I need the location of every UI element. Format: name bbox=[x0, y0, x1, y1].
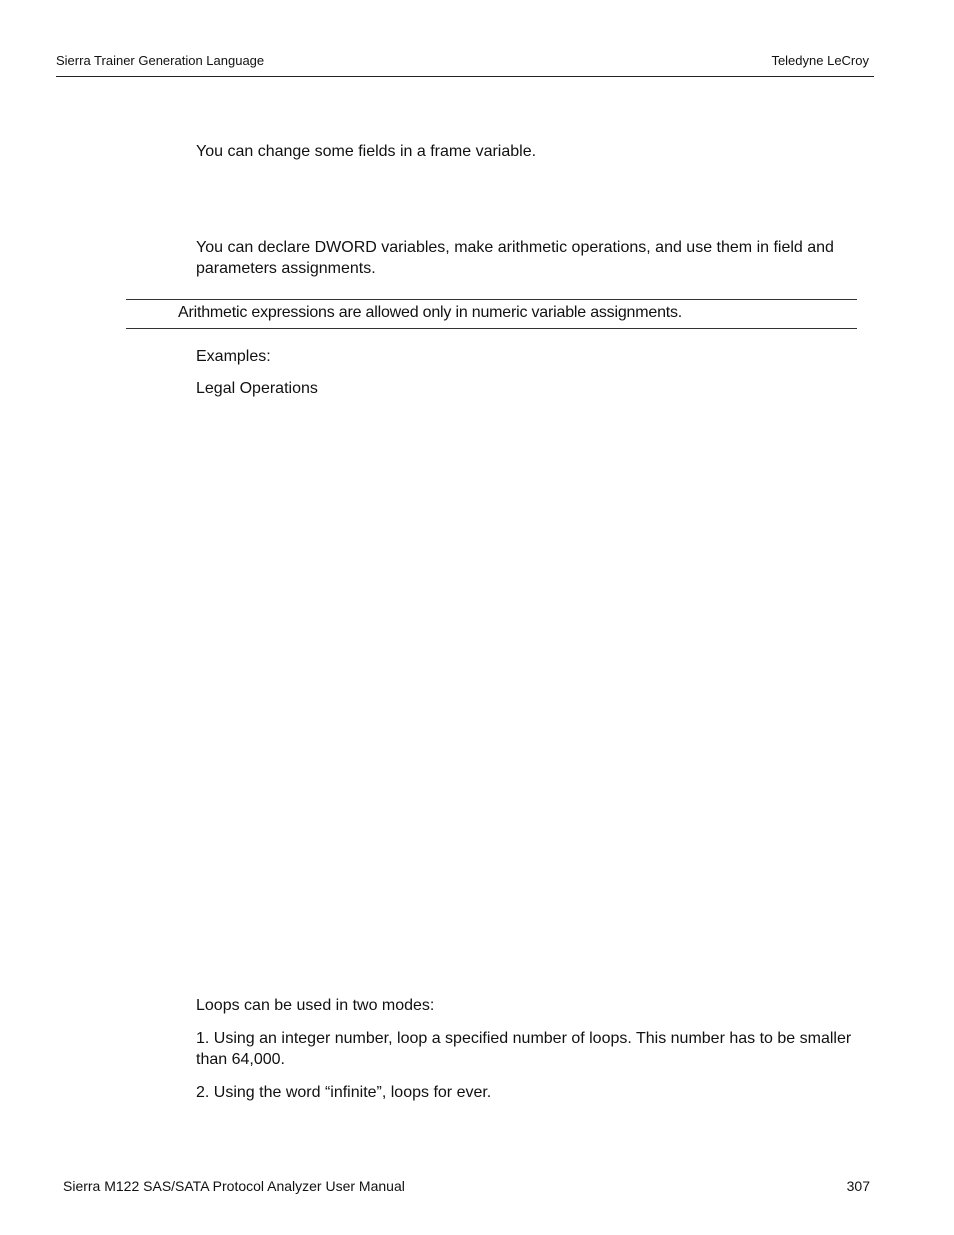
page-number: 307 bbox=[846, 1178, 870, 1194]
header-section-title: Sierra Trainer Generation Language bbox=[56, 53, 265, 68]
legal-operations-label: Legal Operations bbox=[196, 380, 318, 397]
dword-paragraph: You can declare DWORD variables, make arithmetic operations, and use them in field and parameters assignments. bbox=[196, 239, 834, 277]
loop-mode-2: 2. Using the word “infinite”, loops for ever. bbox=[196, 1084, 492, 1101]
loop-mode-1: 1. Using an integer number, loop a specified number of loops. This number has to be smaller than 64,000. bbox=[196, 1030, 852, 1068]
note-text: Arithmetic expressions are allowed only in numeric variable assignments. bbox=[178, 304, 683, 321]
frame-variable-paragraph: You can change some fields in a frame variable. bbox=[196, 143, 537, 160]
footer-manual-title: Sierra M122 SAS/SATA Protocol Analyzer User Manual bbox=[63, 1178, 405, 1194]
examples-label: Examples: bbox=[196, 348, 271, 365]
note-bottom-rule bbox=[126, 328, 857, 329]
header-company: Teledyne LeCroy bbox=[771, 53, 869, 68]
header-divider bbox=[56, 76, 874, 77]
note-top-rule bbox=[126, 299, 857, 300]
loops-intro: Loops can be used in two modes: bbox=[196, 997, 435, 1014]
